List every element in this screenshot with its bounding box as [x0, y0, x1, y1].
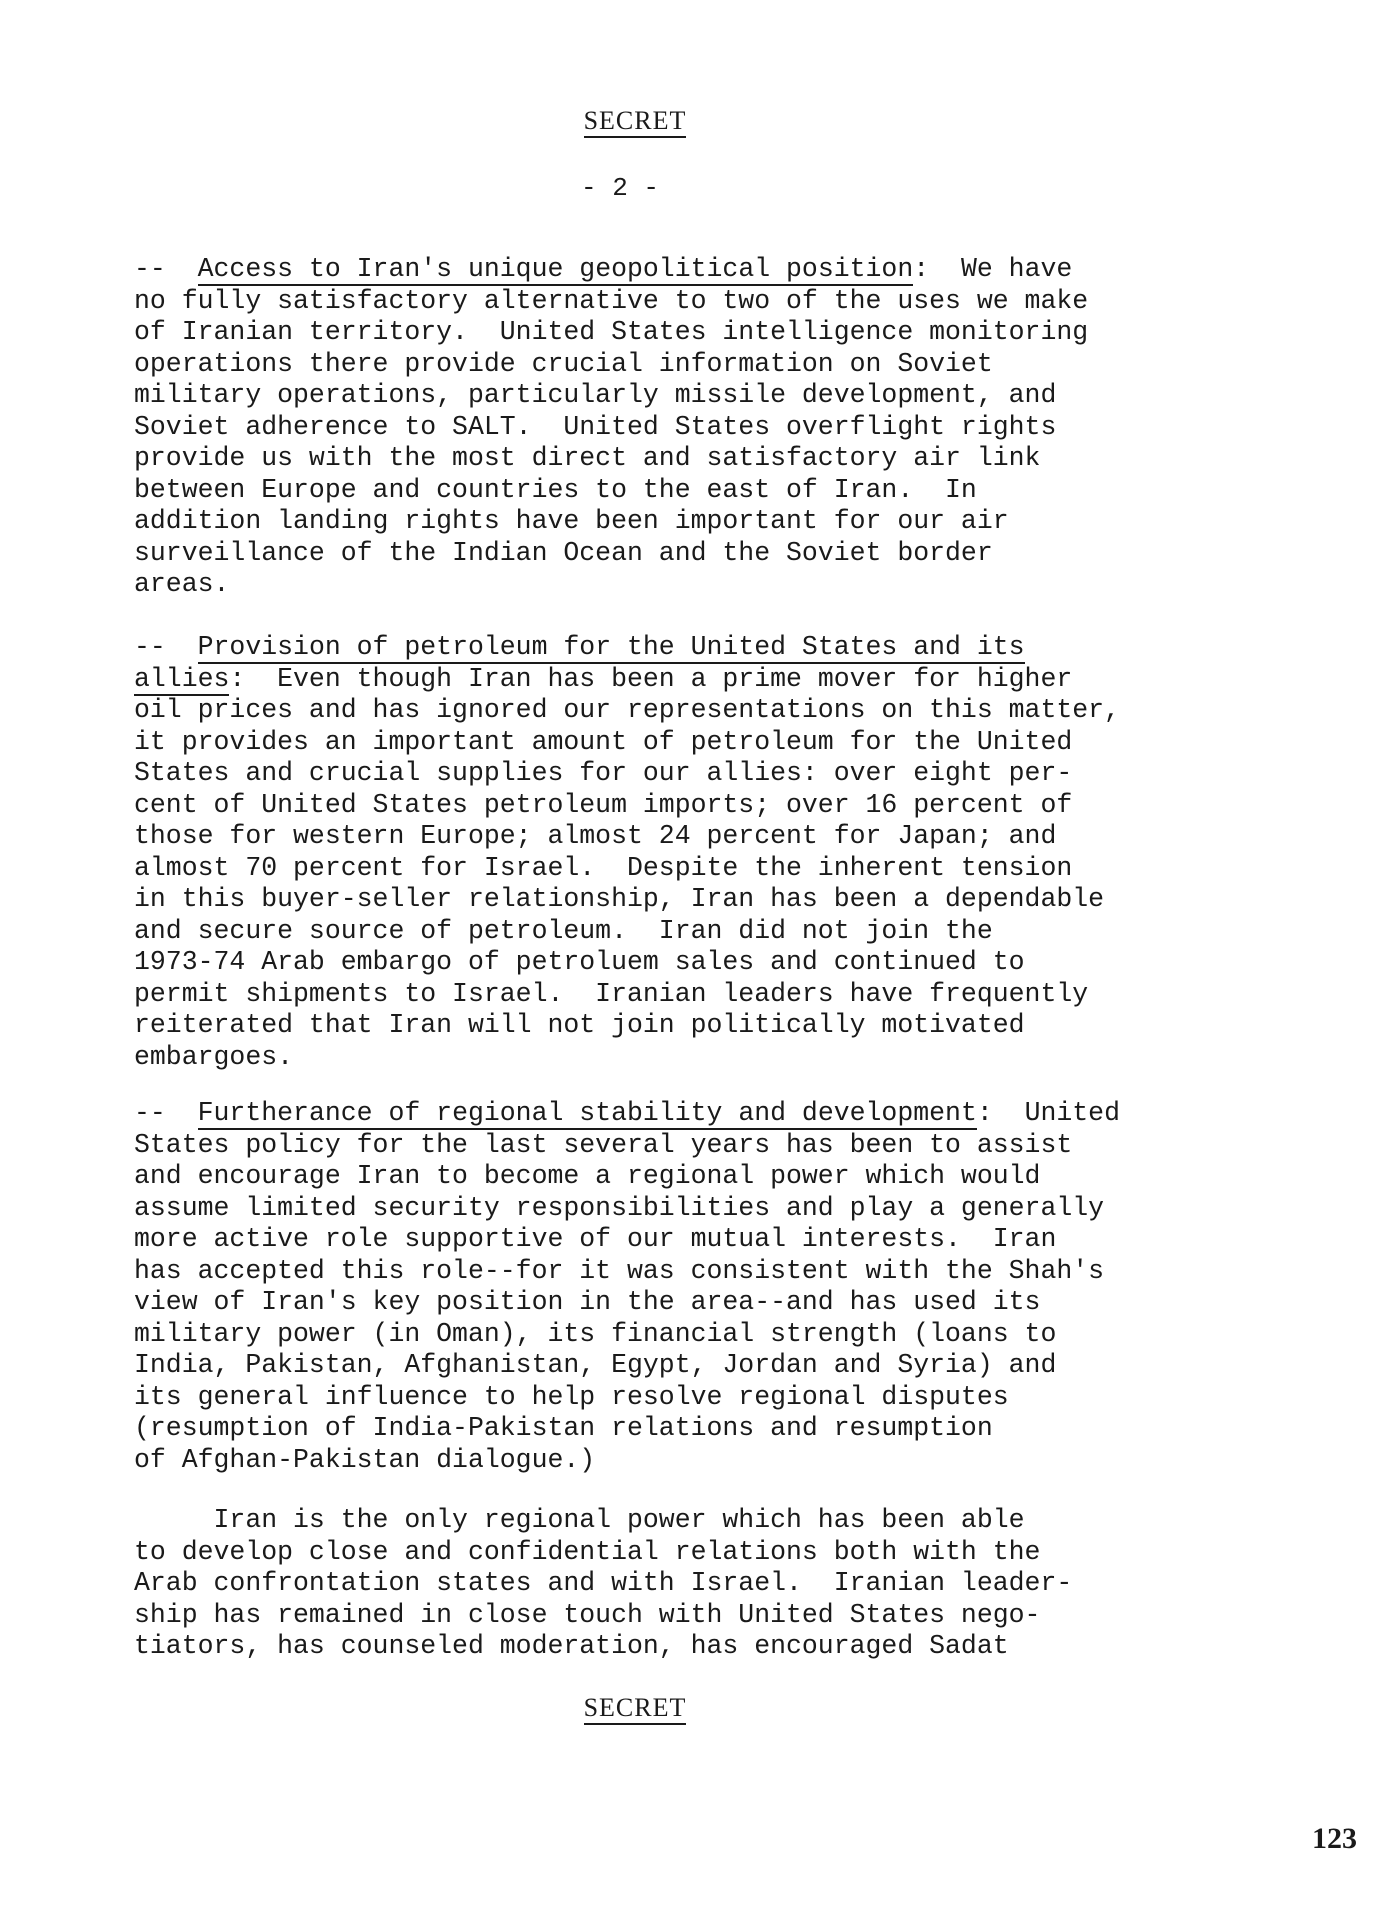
paragraph-regional-power: Iran is the only regional power which has been able to develop close and confidential relations both with the Arab confrontation states and with Israel. Iranian leader- ship has remained in close touch with United States nego- tiators, has counseled moderation, has encouraged Sadat — [134, 1505, 1073, 1661]
paragraph-heading: Furtherance of regional stability and development — [197, 1098, 977, 1128]
classification-marking-bottom: SECRET — [0, 1693, 1270, 1723]
folio-number: 123 — [1312, 1822, 1357, 1855]
paragraph-regional-stability: -- Furtherance of regional stability and development: United States policy for the last several years has been to assist and encourage Iran to become a regional power which would assume limited security responsibilities and play a generally more active role supportive of our mutual interests. Iran has accepted this role--for it was consistent with the Shah's view of Iran's key position in the area--and has used its military power (in Oman), its financial strength (loans to India, Pakistan, Afghanistan, Egypt, Jordan and Syria) and its general influence to help resolve regional disputes (resumption of India-Pakistan relations and resumption of Afghan-Pakistan dialogue.) — [134, 1098, 1120, 1475]
page-number: - 2 - — [580, 173, 659, 203]
paragraph-heading: Access to Iran's unique geopolitical position — [197, 254, 914, 284]
paragraph-heading-continued: allies — [134, 663, 230, 694]
paragraph-petroleum-provision: -- Provision of petroleum for the United States and its allies: Even though Iran has been a prime mover for higher oil prices and has ignored our representations on this matter, it provides an important amount of petroleum for the United States and crucial supplies for our allies: over eight per- cent of United States petroleum imports; over 16 percent of those for western Europe; almost 24 percent for Japan; and almost 70 percent for Israel. Despite the inherent tension in this buyer-seller relationship, Iran has been a dependable and secure source of petroleum. Iran did not join the 1973-74 Arab embargo of petroluem sales and continued to permit shipments to Israel. Iranian leaders have frequently reiterated that Iran will not join politically motivated embargoes. — [134, 632, 1120, 1072]
classification-marking-top: SECRET — [0, 106, 1270, 136]
paragraph-geopolitical-position: -- Access to Iran's unique geopolitical position: We have no fully satisfactory alternative to two of the uses we make of Iranian territory. United States intelligence monitoring operations there provide crucial information on Soviet military operations, particularly missile development, and Soviet adherence to SALT. United States overflight rights provide us with the most direct and satisfactory air link between Europe and countries to the east of Iran. In addition landing rights have been important for our air surveillance of the Indian Ocean and the Soviet border areas. — [134, 254, 1089, 599]
paragraph-heading: Provision of petroleum for the United States and its — [197, 632, 1025, 662]
